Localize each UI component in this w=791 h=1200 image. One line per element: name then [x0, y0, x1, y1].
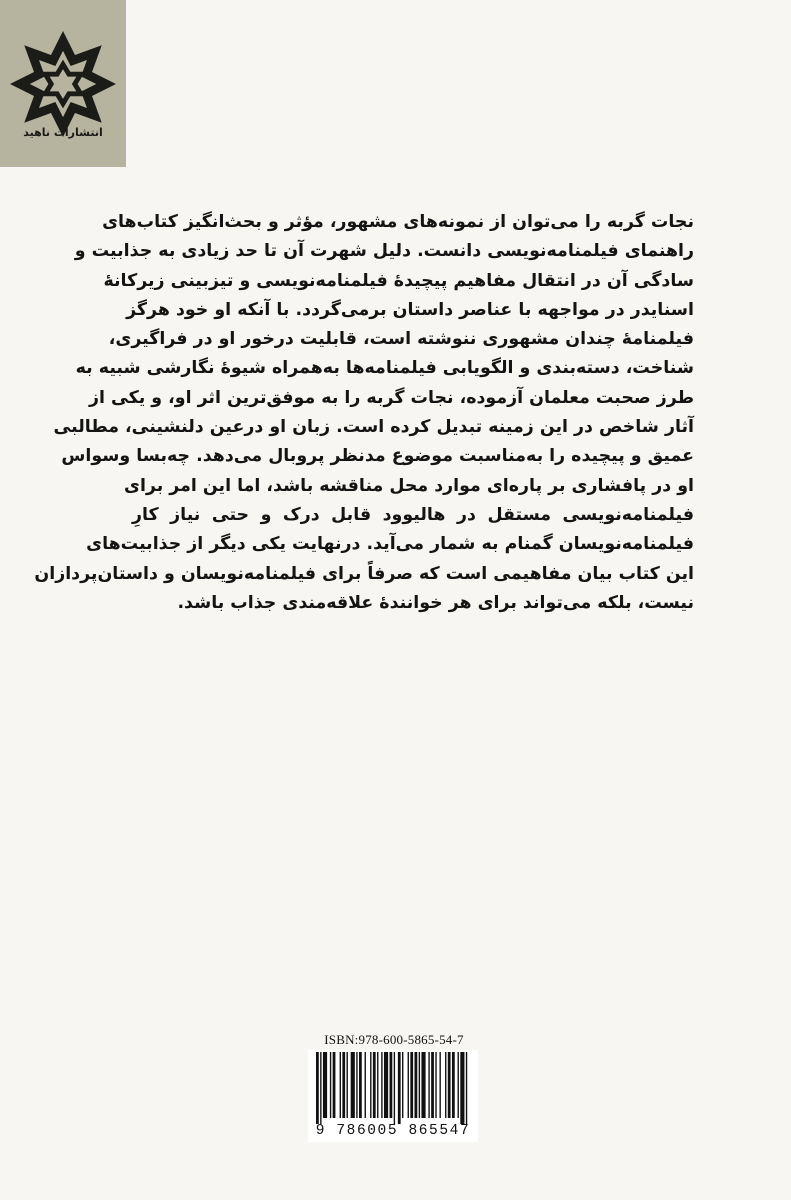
barcode-digits: 9 786005 865547 — [315, 1123, 471, 1139]
isbn-label: ISBN:978-600-5865-54-7 — [324, 1032, 464, 1047]
blurb-line: فیلمنامهٔ چندان مشهوری ننوشته است، قابلیت درخور او در فراگیری، — [108, 329, 694, 350]
isbn-barcode — [308, 1050, 478, 1142]
blurb-line: نجات گربه را می‌توان از نمونه‌های مشهور، مؤثر و بحث‌انگیز کتاب‌های — [102, 212, 694, 232]
blurb-line: اسنایدر در مواجهه با عناصر داستان برمی‌گردد. با آنکه او خود هرگز — [126, 299, 694, 320]
blurb-line: او در پافشاری بر پاره‌ای موارد محل مناقشه باشد، اما این امر برای — [124, 475, 694, 496]
blurb-line: فیلمنامه‌نویسان گمنام به شمار می‌آید. درنهایت یکی دیگر از جذابیت‌های — [86, 534, 694, 555]
blurb-line: عمیق و پیچیده را به‌مناسبت موضوع مدنظر پروبال می‌دهد. چه‌بسا وسواس — [61, 446, 694, 467]
star-book-logo-icon — [14, 34, 112, 134]
blurb-line: راهنمای فیلمنامه‌نویسی دانست. دلیل شهرت آن تا حد زیادی به جذابیت و — [74, 241, 694, 262]
blurb-line: این کتاب بیان مفاهیمی است که صرفاً برای فیلمنامه‌نویسان و داستان‌پردازان — [34, 563, 694, 584]
blurb-line: سادگی آن در انتقال مفاهیم پیچیدهٔ فیلمنامه‌نویسی و تیزبینی زیرکانهٔ — [103, 270, 694, 291]
blurb-line: شناخت، دسته‌بندی و الگویابی فیلمنامه‌ها به‌همراه شیوهٔ نگارشی شبیه به — [75, 358, 694, 379]
back-cover-blurb — [34, 208, 694, 618]
blurb-line: طرز صحبت معلمان آزموده، نجات گربه را به موفق‌ترین اثر او، و یکی از — [88, 387, 694, 408]
blurb-line: فیلمنامه‌نویسی مستقل در هالیوود قابل درک و حتی نیاز کارِ — [132, 504, 694, 525]
blurb-line: آثار شاخص در این زمینه تبدیل کرده است. زبان او درعین دلنشینی، مطالبی — [53, 417, 694, 438]
blurb-line: نیست، بلکه می‌تواند برای هر خوانندهٔ علاقه‌مندی جذاب باشد. — [177, 592, 694, 613]
publisher-name: انتشارات ناهید — [23, 126, 103, 139]
publisher-logo-box — [0, 0, 126, 167]
barcode-bars — [316, 1052, 470, 1124]
